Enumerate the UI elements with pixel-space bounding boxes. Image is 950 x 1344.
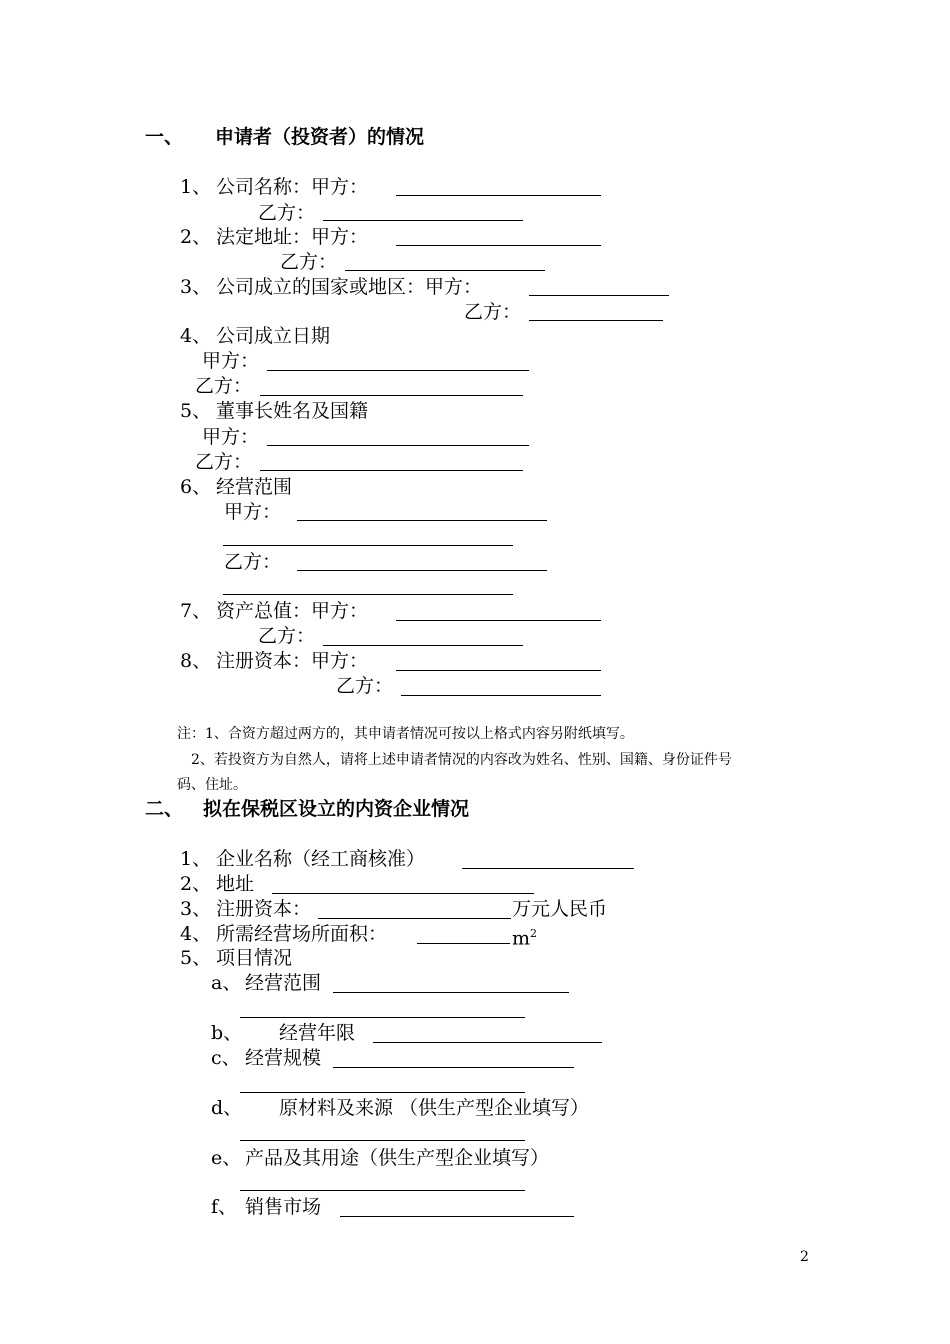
- item-1-party-b-blank[interactable]: [323, 220, 523, 221]
- item-1-party-b-label: 乙方：: [258, 202, 316, 224]
- note-2-line-2: 码、住址。: [177, 777, 247, 793]
- item-2-label: 法定地址：甲方：: [216, 226, 369, 248]
- item-3-label: 公司成立的国家或地区：甲方：: [216, 276, 483, 298]
- item-6-party-b-label: 乙方：: [224, 551, 282, 573]
- item-6-number: 6、: [180, 476, 212, 498]
- s2-item-3-number: 3、: [180, 898, 212, 920]
- item-5-number: 5、: [180, 400, 212, 422]
- item-8-label: 注册资本：甲方：: [216, 650, 369, 672]
- section-2-title: 拟在保税区设立的内资企业情况: [203, 798, 470, 820]
- sub-b-number: b、: [211, 1022, 243, 1044]
- item-3-party-a-blank[interactable]: [529, 295, 669, 296]
- sub-c-blank-2[interactable]: [240, 1092, 525, 1093]
- item-5-party-b-label: 乙方：: [195, 451, 253, 473]
- s2-item-4-blank[interactable]: [417, 943, 510, 944]
- sub-a-blank-2[interactable]: [240, 1017, 525, 1018]
- item-4-party-a-blank[interactable]: [267, 370, 529, 371]
- item-7-party-a-blank[interactable]: [396, 620, 601, 621]
- item-4-number: 4、: [180, 325, 212, 347]
- item-3-number: 3、: [180, 276, 212, 298]
- sub-f-number: f、: [211, 1196, 238, 1218]
- item-8-party-b-blank[interactable]: [401, 695, 601, 696]
- item-3-party-b-label: 乙方：: [464, 301, 522, 323]
- item-2-party-b-label: 乙方：: [280, 251, 338, 273]
- sub-c-label: 经营规模: [245, 1047, 322, 1069]
- sub-b-blank[interactable]: [373, 1042, 602, 1043]
- item-7-label: 资产总值：甲方：: [216, 600, 369, 622]
- s2-item-3-unit: 万元人民币: [512, 898, 608, 920]
- sub-d-blank[interactable]: [240, 1140, 525, 1141]
- s2-item-1-label: 企业名称（经工商核准）: [216, 848, 426, 870]
- item-4-party-a-label: 甲方：: [202, 350, 260, 372]
- sub-f-label: 销售市场: [245, 1196, 322, 1218]
- item-5-label: 董事长姓名及国籍: [216, 400, 369, 422]
- item-7-number: 7、: [180, 600, 212, 622]
- s2-item-5-number: 5、: [180, 947, 212, 969]
- item-6-party-a-label: 甲方：: [224, 501, 282, 523]
- item-8-number: 8、: [180, 650, 212, 672]
- s2-item-3-blank[interactable]: [318, 918, 511, 919]
- sub-a-blank[interactable]: [333, 992, 569, 993]
- item-2-number: 2、: [180, 226, 212, 248]
- item-1-number: 1、: [180, 176, 212, 198]
- item-4-party-b-label: 乙方：: [195, 375, 253, 397]
- item-3-party-b-blank[interactable]: [529, 320, 663, 321]
- s2-item-4-label: 所需经营场所面积：: [216, 923, 388, 945]
- item-7-party-b-label: 乙方：: [258, 625, 316, 647]
- item-5-party-a-blank[interactable]: [267, 445, 529, 446]
- item-6-label: 经营范围: [216, 476, 293, 498]
- item-4-label: 公司成立日期: [216, 325, 331, 347]
- section-2-number: 二、: [145, 798, 184, 820]
- sub-e-label: 产品及其用途（供生产型企业填写）: [245, 1147, 550, 1169]
- s2-item-1-blank[interactable]: [462, 868, 634, 869]
- sub-e-blank[interactable]: [240, 1190, 525, 1191]
- note-2-line-1: 2、若投资方为自然人，请将上述申请者情况的内容改为姓名、性别、国籍、身份证件号: [191, 752, 732, 768]
- item-2-party-a-blank[interactable]: [396, 245, 601, 246]
- sub-d-number: d、: [211, 1097, 243, 1119]
- sub-d-label: 原材料及来源 （供生产型企业填写）: [279, 1097, 590, 1119]
- note-1: 注：1、合资方超过两方的，其申请者情况可按以上格式内容另附纸填写。: [177, 726, 634, 742]
- item-6-party-b-blank-2[interactable]: [223, 594, 513, 595]
- s2-item-4-unit: $m^2$: [512, 927, 538, 950]
- sub-a-number: a、: [211, 972, 242, 994]
- item-8-party-a-blank[interactable]: [396, 670, 601, 671]
- item-6-party-b-blank[interactable]: [297, 570, 547, 571]
- item-1-party-a-blank[interactable]: [396, 195, 601, 196]
- sub-c-number: c、: [211, 1047, 241, 1069]
- item-4-party-b-blank[interactable]: [260, 395, 523, 396]
- page-number: 2: [800, 1249, 809, 1265]
- item-8-party-b-label: 乙方：: [336, 675, 394, 697]
- item-6-party-a-blank[interactable]: [297, 520, 547, 521]
- sub-b-label: 经营年限: [279, 1022, 356, 1044]
- s2-item-1-number: 1、: [180, 848, 212, 870]
- item-6-party-a-blank-2[interactable]: [223, 545, 513, 546]
- item-5-party-b-blank[interactable]: [260, 470, 523, 471]
- s2-item-3-label: 注册资本：: [216, 898, 312, 920]
- sub-e-number: e、: [211, 1147, 242, 1169]
- s2-item-4-number: 4、: [180, 923, 212, 945]
- s2-item-5-label: 项目情况: [216, 947, 293, 969]
- item-2-party-b-blank[interactable]: [345, 270, 545, 271]
- item-1-label: 公司名称：甲方：: [216, 176, 369, 198]
- item-5-party-a-label: 甲方：: [202, 426, 260, 448]
- sub-c-blank[interactable]: [333, 1067, 574, 1068]
- sub-f-blank[interactable]: [340, 1216, 574, 1217]
- sub-a-label: 经营范围: [245, 972, 322, 994]
- s2-item-2-number: 2、: [180, 873, 212, 895]
- section-1-title: 申请者（投资者）的情况: [215, 126, 425, 148]
- s2-item-2-blank[interactable]: [272, 893, 534, 894]
- section-1-number: 一、: [145, 126, 184, 148]
- item-7-party-b-blank[interactable]: [323, 645, 523, 646]
- s2-item-2-label: 地址: [216, 873, 255, 895]
